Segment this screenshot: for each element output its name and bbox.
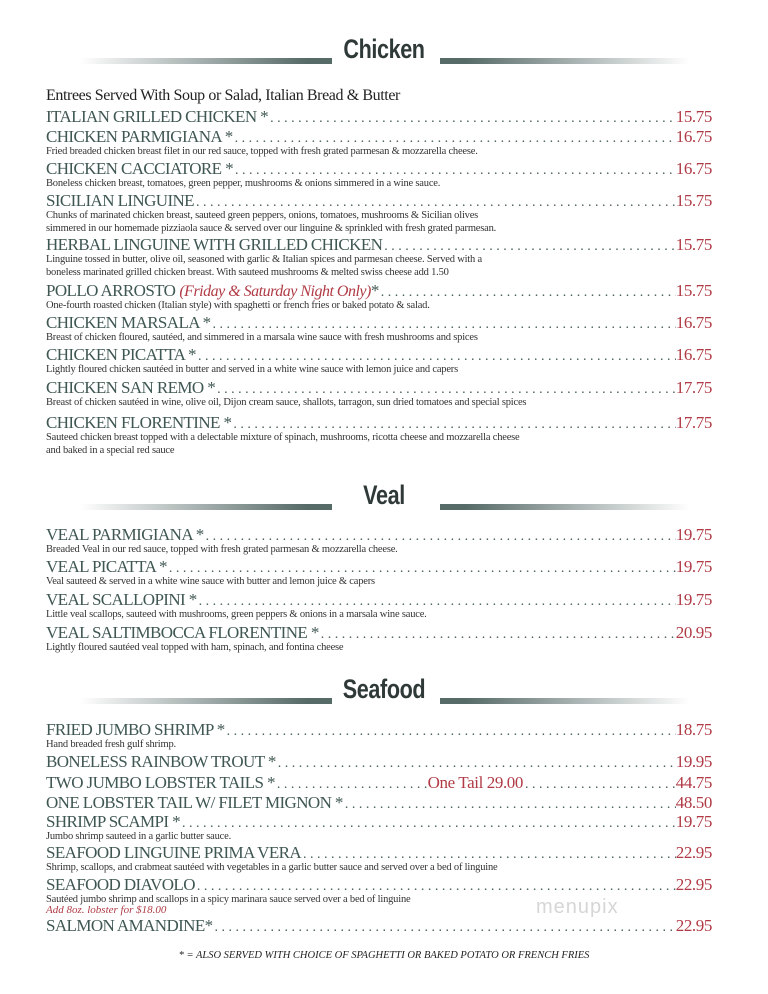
menu-item xyxy=(46,281,712,301)
item-description: Breast of chicken sautéed in wine, olive oil, Dijon cream sauce, shallots, tarragon, sun dried tomatoes and special spices xyxy=(46,397,527,408)
menu-item xyxy=(46,773,712,793)
section-header-seafood xyxy=(0,674,768,714)
menu-item xyxy=(46,525,712,545)
item-name: CHICKEN FLORENTINE * xyxy=(46,413,232,432)
item-name: VEAL SALTIMBOCCA FLORENTINE * xyxy=(46,623,319,642)
item-description: Chunks of marinated chicken breast, sauteed green peppers, onions, tomatoes, mushrooms & Sicilian olives xyxy=(46,210,479,221)
menu-item xyxy=(46,313,712,333)
item-name: ONE LOBSTER TAIL W/ FILET MIGNON * xyxy=(46,793,343,812)
menu-item xyxy=(46,413,712,433)
item-price: 17.75 xyxy=(675,378,712,397)
menu-item xyxy=(46,235,712,255)
section-header-chicken xyxy=(0,34,768,74)
item-description: Breaded Veal in our red sauce, topped with fresh grated parmesan & mozzarella cheese. xyxy=(46,544,398,555)
menu-item xyxy=(46,752,712,772)
item-description: Hand breaded fresh gulf shrimp. xyxy=(46,739,176,750)
item-description: Sautéed jumbo shrimp and scallops in a spicy marinara sauce served over a bed of linguine xyxy=(46,894,411,905)
item-name: SALMON AMANDINE* xyxy=(46,916,213,935)
dot-leader xyxy=(278,756,676,772)
item-name: CHICKEN MARSALA * xyxy=(46,313,211,332)
item-name: ITALIAN GRILLED CHICKEN * xyxy=(46,107,269,126)
item-price: 18.75 xyxy=(675,720,712,739)
watermark: menupix xyxy=(536,896,619,918)
item-price: 15.75 xyxy=(675,281,712,300)
item-price: 16.75 xyxy=(675,313,712,332)
item-description: Veal sauteed & served in a white wine sauce with butter and lemon juice & capers xyxy=(46,576,375,587)
item-description: Fried breaded chicken breast filet in our red sauce, topped with fresh grated parmesan & mozzarella cheese. xyxy=(46,146,478,157)
item-price: 17.75 xyxy=(675,413,712,432)
item-note: (Friday & Saturday Night Only) xyxy=(179,283,371,300)
item-description: and baked in a special red sauce xyxy=(46,445,175,456)
item-alt-price: One Tail 29.00 xyxy=(427,773,523,792)
item-marker: * xyxy=(370,281,379,300)
intro-text: Entrees Served With Soup or Salad, Italian Bread & Butter xyxy=(46,87,400,104)
item-price: 15.75 xyxy=(675,107,712,126)
item-name: VEAL PICATTA * xyxy=(46,557,167,576)
dot-leader xyxy=(277,777,428,793)
item-price: 19.75 xyxy=(675,525,712,544)
item-name: TWO JUMBO LOBSTER TAILS * xyxy=(46,773,275,792)
menu-item xyxy=(46,191,712,211)
menu-item xyxy=(46,623,712,643)
menu-item xyxy=(46,875,712,895)
item-name: BONELESS RAINBOW TROUT * xyxy=(46,752,276,771)
dot-leader xyxy=(525,777,676,793)
item-name: SHRIMP SCAMPI * xyxy=(46,812,180,831)
menu-item xyxy=(46,378,712,398)
section-title: Chicken xyxy=(343,34,425,64)
item-name: CHICKEN PICATTA * xyxy=(46,345,196,364)
item-price: 44.75 xyxy=(675,773,712,792)
item-description: Lightly floured chicken sautéed in butter and served in a white wine sauce with lemon juice and capers xyxy=(46,364,458,375)
item-description: Lightly floured sautéed veal topped with ham, spinach, and fontina cheese xyxy=(46,642,344,653)
menu-item xyxy=(46,590,712,610)
dot-leader xyxy=(345,797,676,813)
menu-item xyxy=(46,107,712,127)
item-description: simmered in our homemade pizziaola sauce & served over our linguine & sprinkled with fresh grated parmesan. xyxy=(46,223,497,234)
footnote: * = ALSO SERVED WITH CHOICE OF SPAGHETTI OR BAKED POTATO OR FRENCH FRIES xyxy=(178,950,590,961)
menu-item xyxy=(46,557,712,577)
item-name: FRIED JUMBO SHRIMP * xyxy=(46,720,225,739)
item-price: 19.75 xyxy=(675,812,712,831)
item-description: Boneless chicken breast, tomatoes, green pepper, mushrooms & onions simmered in a wine sauce. xyxy=(46,178,441,189)
item-price: 16.75 xyxy=(675,345,712,364)
menu-item xyxy=(46,916,712,936)
item-price: 20.95 xyxy=(675,623,712,642)
item-price: 16.75 xyxy=(675,159,712,178)
item-description: Shrimp, scallops, and crabmeat sautéed with vegetables in a garlic butter sauce and served over a bed of linguine xyxy=(46,862,498,873)
section-header-veal xyxy=(0,480,768,520)
item-price: 16.75 xyxy=(675,127,712,146)
item-name: POLLO ARROSTO xyxy=(46,281,176,300)
item-description: One-fourth roasted chicken (Italian style) with spaghetti or french fries or baked potato & salad. xyxy=(46,300,430,311)
menu-item xyxy=(46,159,712,179)
section-title: Veal xyxy=(363,480,405,510)
item-description: Sauteed chicken breast topped with a delectable mixture of spinach, mushrooms, ricotta cheese and mozzarella cheese xyxy=(46,432,520,443)
item-name: VEAL SCALLOPINI * xyxy=(46,590,197,609)
item-name: HERBAL LINGUINE WITH GRILLED CHICKEN xyxy=(46,235,383,254)
item-name: CHICKEN CACCIATORE * xyxy=(46,159,233,178)
item-price: 19.95 xyxy=(675,752,712,771)
item-price: 22.95 xyxy=(675,875,712,894)
menu-item xyxy=(46,793,712,813)
item-addon: Add 8oz. lobster for $18.00 xyxy=(46,904,167,916)
item-price: 15.75 xyxy=(675,235,712,254)
section-title: Seafood xyxy=(342,674,426,704)
item-price: 22.95 xyxy=(675,916,712,935)
menu-item xyxy=(46,812,712,832)
dot-leader xyxy=(270,111,676,127)
item-description: Linguine tossed in butter, olive oil, seasoned with garlic & Italian spices and parmesan cheese. Served with a xyxy=(46,254,482,265)
dot-leader xyxy=(215,920,676,936)
menu-item xyxy=(46,127,712,147)
item-name: SEAFOOD LINGUINE PRIMA VERA xyxy=(46,843,302,862)
menu-item xyxy=(46,345,712,365)
item-description: Breast of chicken floured, sautéed, and simmered in a marsala wine sauce with fresh mushrooms and spices xyxy=(46,332,478,343)
item-price: 19.75 xyxy=(675,590,712,609)
menu-item xyxy=(46,720,712,740)
item-description: boneless marinated grilled chicken breast. With sauteed mushrooms & melted swiss cheese add 1.50 xyxy=(46,267,449,278)
item-description: Jumbo shrimp sauteed in a garlic butter sauce. xyxy=(46,831,231,842)
item-name: CHICKEN SAN REMO * xyxy=(46,378,216,397)
item-name: SICILIAN LINGUINE xyxy=(46,191,194,210)
item-description: Little veal scallops, sauteed with mushrooms, green peppers & onions in a marsala wine sauce. xyxy=(46,609,427,620)
item-name: CHICKEN PARMIGIANA * xyxy=(46,127,233,146)
item-price: 15.75 xyxy=(675,191,712,210)
menu-item xyxy=(46,843,712,863)
item-price: 22.95 xyxy=(675,843,712,862)
item-name: VEAL PARMIGIANA * xyxy=(46,525,204,544)
item-price: 19.75 xyxy=(675,557,712,576)
item-name: SEAFOOD DIAVOLO xyxy=(46,875,195,894)
item-price: 48.50 xyxy=(675,793,712,812)
